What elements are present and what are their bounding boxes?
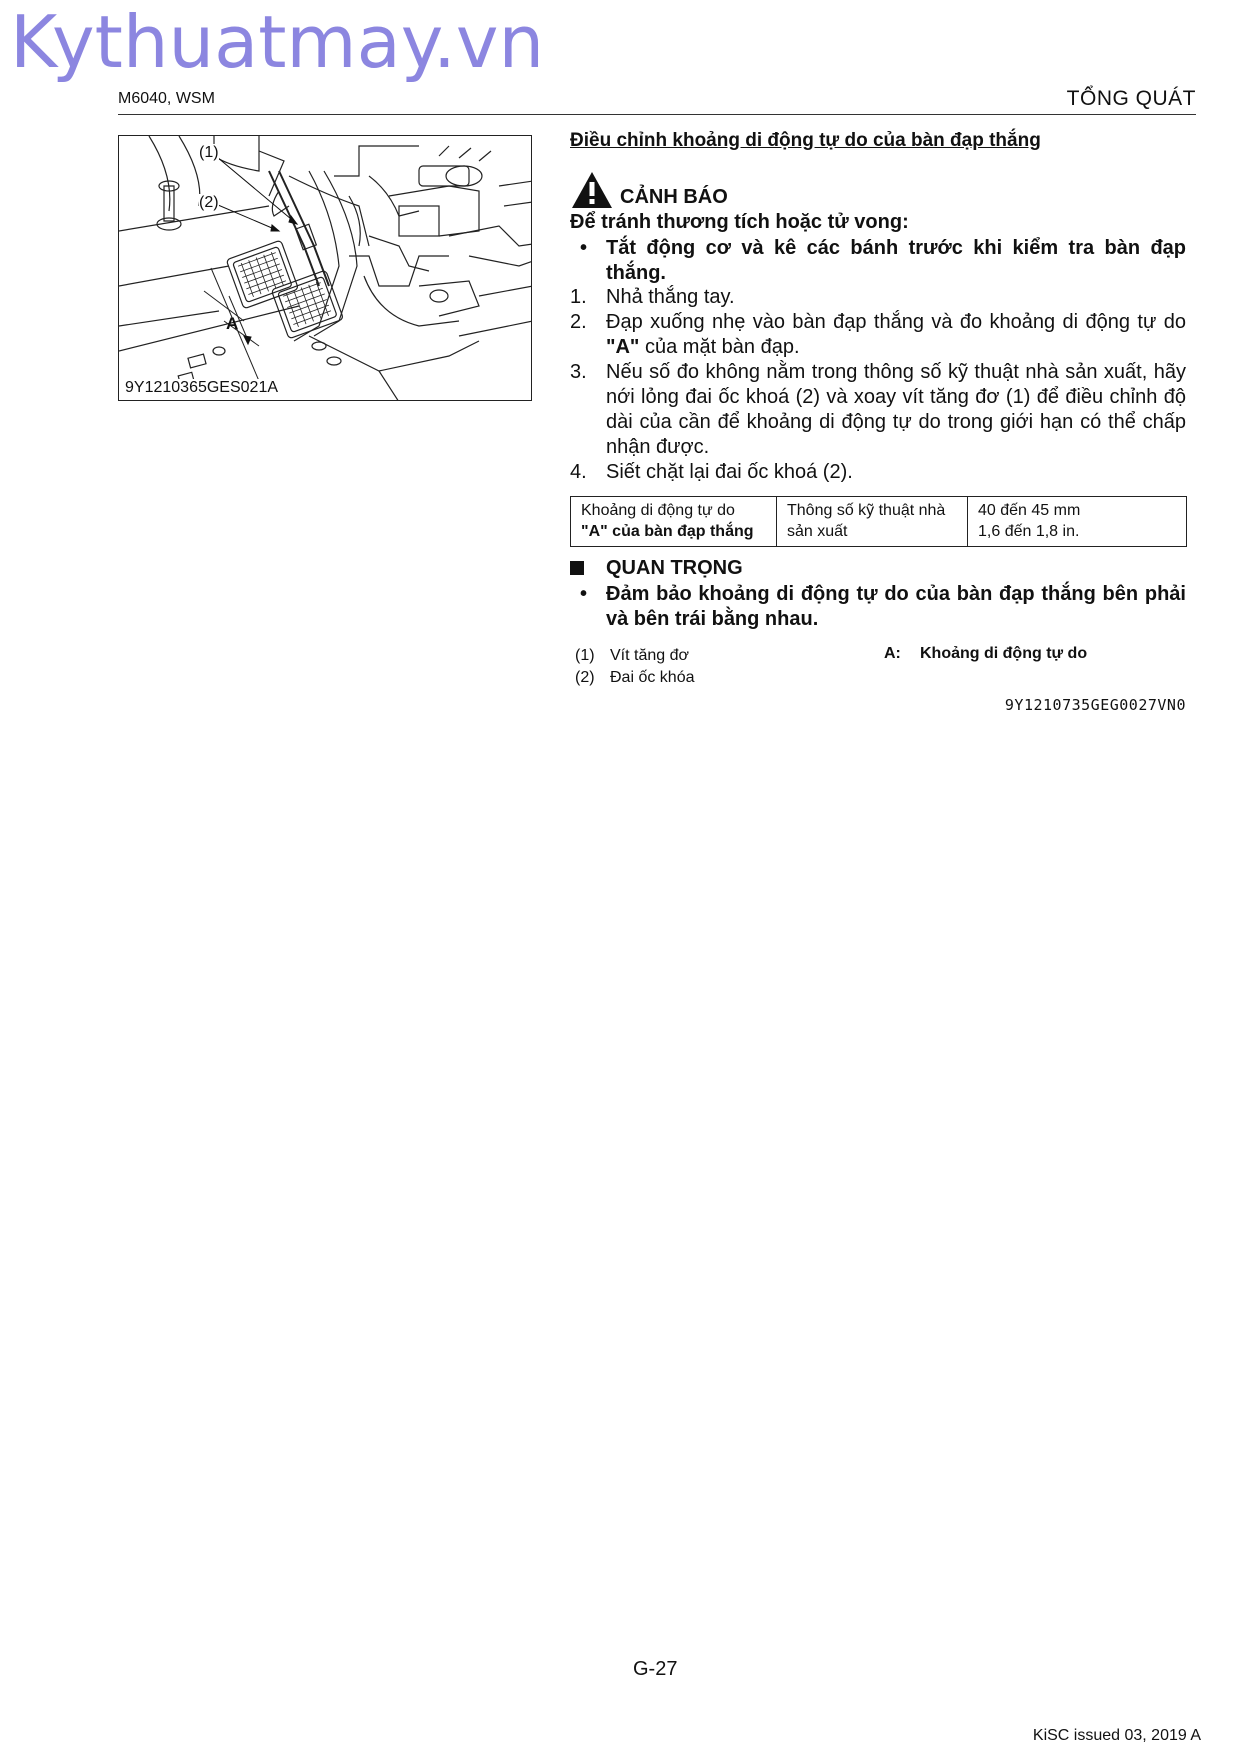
step-text: Nếu số đo không nằm trong thông số kỹ thuật nhà sản xuất, hãy nới lỏng đai ốc khoá (2) và xoay vít tăng đơ (1) để điều chỉnh độ dài của cần để khoảng di động tự do trong giới hạn có thể chấp nhận được. xyxy=(606,361,1186,458)
header-divider xyxy=(118,114,1196,115)
table-row xyxy=(571,497,1187,547)
step-text-post: của mặt bàn đạp. xyxy=(639,336,800,358)
square-bullet-icon xyxy=(570,561,584,575)
step-number: 3. xyxy=(570,361,587,383)
warning-bullet-text: Tắt động cơ và kê các bánh trước khi kiểm tra bàn đạp thắng. xyxy=(606,237,1186,284)
section-title: Điều chỉnh khoảng di động tự do của bàn đạp thắng xyxy=(570,130,1041,151)
warning-title: CẢNH BÁO xyxy=(620,186,728,208)
spec-label-line2: sản xuất xyxy=(787,523,848,540)
legend-number: (1) xyxy=(575,647,595,664)
step-item xyxy=(570,460,1186,485)
bullet-dot: • xyxy=(580,237,588,259)
step-number: 4. xyxy=(570,461,587,483)
page-number: G-27 xyxy=(633,1658,678,1680)
spec-label-line1: Thông số kỹ thuật nhà xyxy=(787,502,946,519)
brake-pedal-figure xyxy=(118,135,532,401)
legend-text: Khoảng di động tự do xyxy=(920,645,1088,662)
spec-item-cell xyxy=(571,497,777,547)
watermark: Kythuatmay.vn xyxy=(10,0,545,84)
step-number: 2. xyxy=(570,311,587,333)
step-text xyxy=(606,310,1186,360)
bullet-dot: • xyxy=(580,583,588,605)
figure-caption: 9Y1210365GES021A xyxy=(125,379,281,397)
step-item xyxy=(570,360,1186,460)
important-bullet-text: Đảm bảo khoảng di động tự do của bàn đạp thắng bên phải và bên trái bằng nhau. xyxy=(606,583,1186,630)
spec-label-cell xyxy=(777,497,968,547)
spec-value-line2: 1,6 đến 1,8 in. xyxy=(978,523,1080,540)
spec-value-line1: 40 đến 45 mm xyxy=(978,502,1081,519)
issued-note: KiSC issued 03, 2019 A xyxy=(1032,1727,1201,1744)
spec-value-cell xyxy=(968,497,1187,547)
callout-turnbuckle: (1) xyxy=(199,144,219,161)
important-title: QUAN TRỌNG xyxy=(606,557,743,579)
step-text: Siết chặt lại đai ốc khoá (2). xyxy=(606,461,853,483)
spec-table xyxy=(570,496,1187,547)
important-bullet xyxy=(570,582,1186,632)
header-manual-id: M6040, WSM xyxy=(118,90,215,107)
step-number: 1. xyxy=(570,286,587,308)
document-code: 9Y1210735GEG0027VN0 xyxy=(1004,696,1186,714)
callout-free-travel: A xyxy=(226,314,239,333)
step-text: Nhả thắng tay. xyxy=(606,286,735,308)
legend-number: (2) xyxy=(575,669,595,686)
spec-item-line2: "A" của bàn đạp thắng xyxy=(581,523,754,540)
step-text-pre: Đạp xuống nhẹ vào bàn đạp thắng và đo khoảng di động tự do xyxy=(606,311,1186,333)
brake-pedal-illustration xyxy=(119,136,532,401)
procedure-steps xyxy=(570,285,1186,485)
legend-text: Vít tăng đơ xyxy=(610,647,689,664)
warning-triangle-icon xyxy=(570,170,614,210)
important-heading xyxy=(570,557,743,580)
warning-bullet xyxy=(570,236,1186,286)
callout-locknut: (2) xyxy=(199,194,219,211)
step-item xyxy=(570,310,1186,360)
step-text-bold: "A" xyxy=(606,336,640,358)
header-section-title: TỔNG QUÁT xyxy=(1066,87,1196,110)
step-item xyxy=(570,285,1186,310)
warning-lead: Để tránh thương tích hoặc tử vong: xyxy=(570,211,909,233)
legend-key: A: xyxy=(884,645,901,662)
spec-item-line1: Khoảng di động tự do xyxy=(581,502,735,519)
legend-text: Đai ốc khóa xyxy=(610,669,695,686)
